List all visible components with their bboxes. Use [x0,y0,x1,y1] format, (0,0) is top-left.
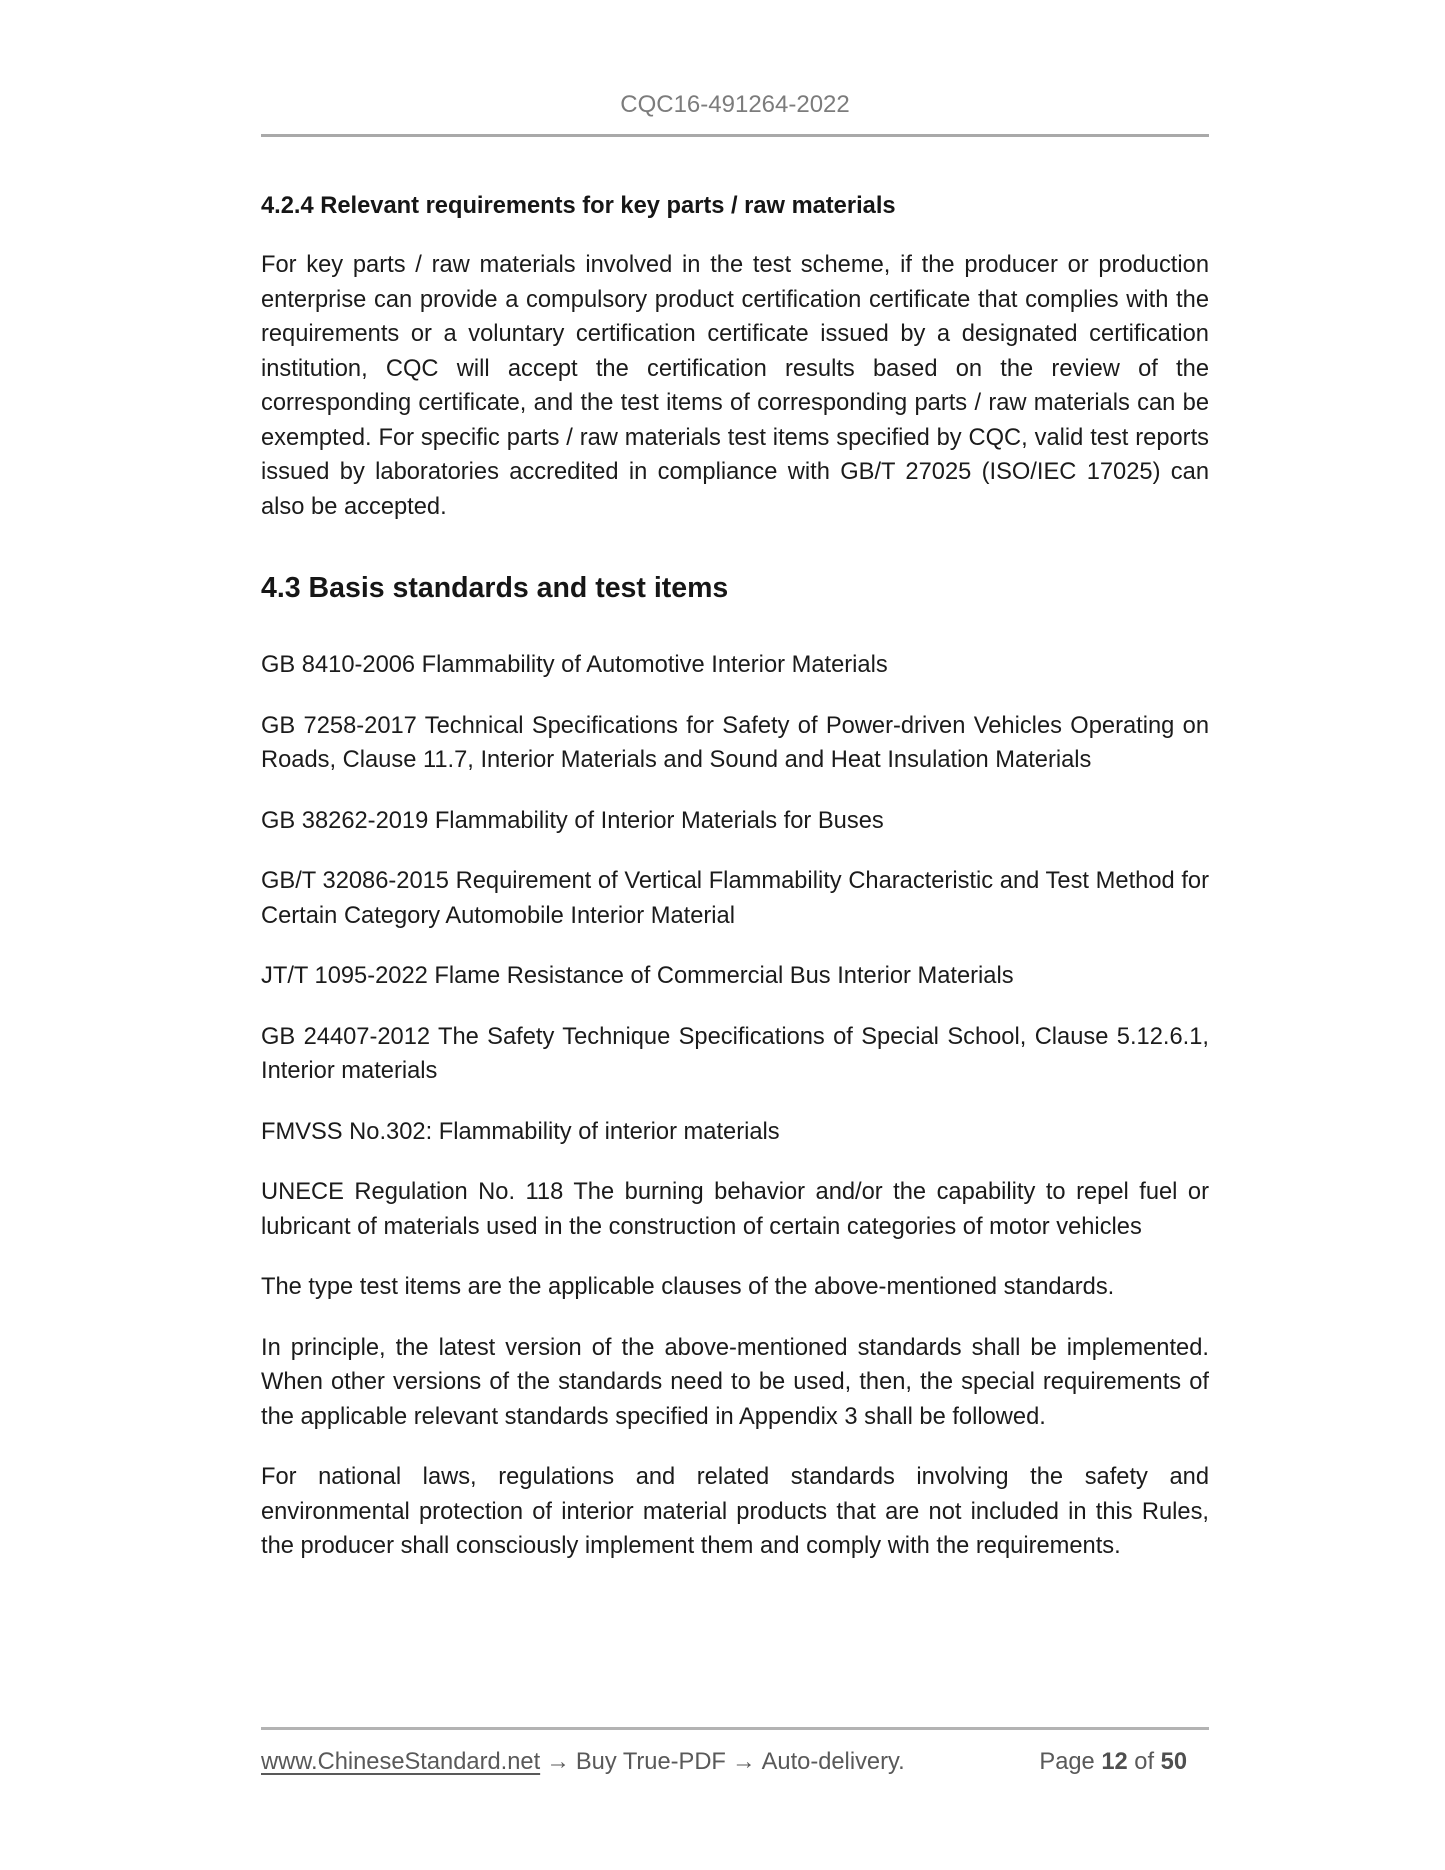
page-number: 12 [1101,1749,1128,1775]
footer-buy-text: Buy True-PDF [575,1749,726,1775]
page-body [0,190,1445,1564]
paragraph-key-parts: For key parts / raw materials involved in the test scheme, if the producer or production enterprise can provide a compulsory product certification certificate that complies with the requirements or a voluntary certification certificate issued by a designated certification institution, CQC will accept the certification results based on the review of the corresponding certificate, and the test items of corresponding parts / raw materials can be exempted. For specific parts / raw materials test items specified by CQC, valid test reports issued by laboratories accredited in compliance with GB/T 27025 (ISO/IEC 17025) can also be accepted. [261,252,1209,520]
standard-fmvss-302: FMVSS No.302: Flammability of interior materials [261,1118,780,1145]
page-indicator [1039,1747,1209,1777]
paragraph-type-test-items: The type test items are the applicable clauses of the above-mentioned standards. [261,1274,1115,1300]
standard-gb-38262: GB 38262-2019 Flammability of Interior Materials for Buses [261,807,884,834]
standard-gb-24407: GB 24407-2012 The Safety Technique Specifications of Special School, Clause 5.12.6.1, Interior materials [261,1023,1209,1084]
standard-unece-118: UNECE Regulation No. 118 The burning behavior and/or the capability to repel fuel or lubricant of materials used in the construction of certain categories of motor vehicles [261,1179,1209,1240]
page-header [0,0,1445,137]
footer-row [261,1747,1209,1777]
footer-delivery-text: Auto-delivery. [761,1749,905,1775]
arrow-icon: → [546,1749,570,1775]
total-pages: 50 [1160,1749,1187,1775]
website-link[interactable]: www.ChineseStandard.net [261,1749,541,1775]
header-divider [261,134,1209,137]
standard-jtt-1095: JT/T 1095-2022 Flame Resistance of Commercial Bus Interior Materials [261,963,1014,989]
paragraph-national-laws: For national laws, regulations and related standards involving the safety and environmental protection of interior material products that are not included in this Rules, the producer shall consciously implement them and comply with the requirements. [261,1464,1209,1559]
footer-left [261,1747,905,1777]
page-footer [261,1727,1209,1777]
of-label: of [1134,1749,1155,1775]
arrow-icon: → [731,1749,756,1775]
standard-gb-8410: GB 8410-2006 Flammability of Automotive Interior Materials [261,652,888,678]
section-heading-4-3: 4.3 Basis standards and test items [261,572,729,604]
paragraph-latest-version: In principle, the latest version of the above-mentioned standards shall be implemented. When other versions of the standards need to be used, then, the special requirements of the applicable relevant standards specified in Appendix 3 shall be followed. [261,1334,1209,1430]
page-label: Page [1039,1749,1095,1775]
standard-gb-7258: GB 7258-2017 Technical Specifications for Safety of Power-driven Vehicles Operating on Roads, Clause 11.7, Interior Materials and Sound and Heat Insulation Materials [261,712,1209,773]
standard-gbt-32086: GB/T 32086-2015 Requirement of Vertical Flammability Characteristic and Test Method for Certain Category Automobile Interior Material [261,868,1209,929]
document-number: CQC16-491264-2022 [620,91,850,118]
footer-divider [261,1727,1209,1730]
section-heading-4-2-4: 4.2.4 Relevant requirements for key parts / raw materials [261,193,896,219]
